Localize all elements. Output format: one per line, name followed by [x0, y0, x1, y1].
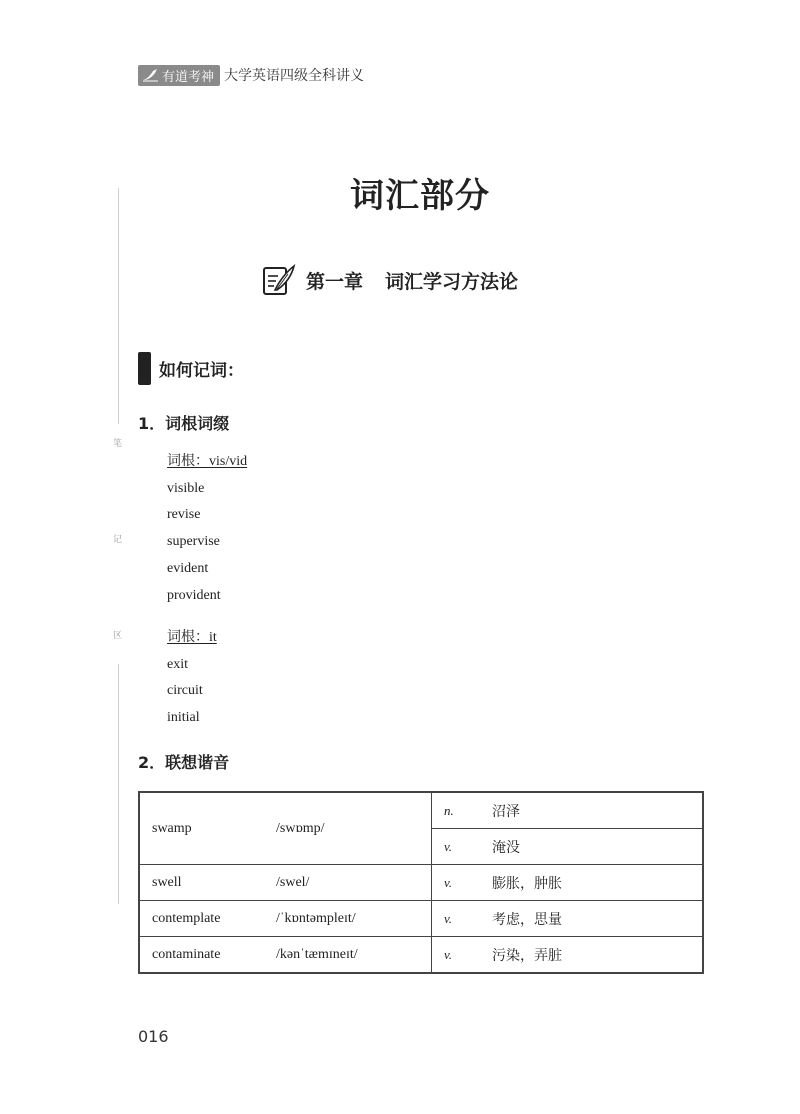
margin-note-char: 区	[113, 631, 123, 641]
root-label: 词根：it	[167, 630, 217, 645]
word-cell: contemplate	[139, 901, 276, 937]
subsection-title: 2．联想谐音	[138, 753, 230, 772]
example-word: visible	[167, 480, 205, 496]
margin-divider-top	[118, 188, 119, 424]
definition-cell: 沼泽	[492, 792, 703, 829]
word-cell: contaminate	[139, 937, 276, 974]
definition-cell: 膨胀，肿胀	[492, 865, 703, 901]
phonetic-cell: /kənˈtæmɪneɪt/	[276, 937, 432, 974]
brand-name: 有道考神	[162, 69, 215, 85]
pos-cell: v.	[432, 829, 493, 865]
pos-cell: n.	[432, 792, 493, 829]
page-number: 016	[138, 1027, 169, 1046]
table-row	[139, 865, 703, 901]
chapter-title: 词汇学习方法论	[385, 270, 519, 293]
chapter-number: 第一章	[306, 270, 364, 293]
root-group	[167, 625, 217, 732]
subsection-title: 1．词根词缀	[138, 414, 230, 433]
example-word: initial	[167, 710, 200, 726]
phonetic-cell: /swel/	[276, 865, 432, 901]
quill-notebook-icon	[262, 264, 296, 296]
pos-cell: v.	[432, 901, 493, 937]
vocab-table	[138, 791, 704, 974]
example-word: supervise	[167, 534, 220, 550]
table-row	[139, 901, 703, 937]
table-row	[139, 792, 703, 829]
running-header	[138, 64, 364, 86]
margin-note-char: 笔	[113, 439, 123, 449]
section-marker-bar	[138, 352, 151, 385]
phonetic-cell: /ˈkɒntəmpleɪt/	[276, 901, 432, 937]
page-title: 词汇部分	[350, 176, 490, 216]
root-group	[167, 449, 247, 609]
section-heading	[138, 352, 244, 385]
root-label: 词根：vis/vid	[167, 454, 248, 469]
definition-cell: 污染，弄脏	[492, 937, 703, 974]
pos-cell: v.	[432, 937, 493, 974]
chapter-heading	[262, 264, 518, 296]
definition-cell: 考虑，思量	[492, 901, 703, 937]
phonetic-cell: /swɒmp/	[276, 792, 432, 865]
example-word: evident	[167, 560, 209, 576]
example-word: circuit	[167, 683, 203, 699]
example-word: provident	[167, 587, 221, 603]
pos-cell: v.	[432, 865, 493, 901]
example-word: exit	[167, 656, 188, 672]
book-title: 大学英语四级全科讲义	[224, 68, 365, 84]
brand-logo	[138, 65, 220, 86]
margin-note-char: 记	[113, 535, 123, 545]
table-row	[139, 937, 703, 974]
feather-logo-icon	[142, 68, 160, 82]
word-cell: swell	[139, 865, 276, 901]
word-cell: swamp	[139, 792, 276, 865]
section-title: 如何记词：	[159, 361, 244, 381]
definition-cell: 淹没	[492, 829, 703, 865]
margin-divider-bottom	[118, 664, 119, 904]
example-word: revise	[167, 507, 201, 523]
